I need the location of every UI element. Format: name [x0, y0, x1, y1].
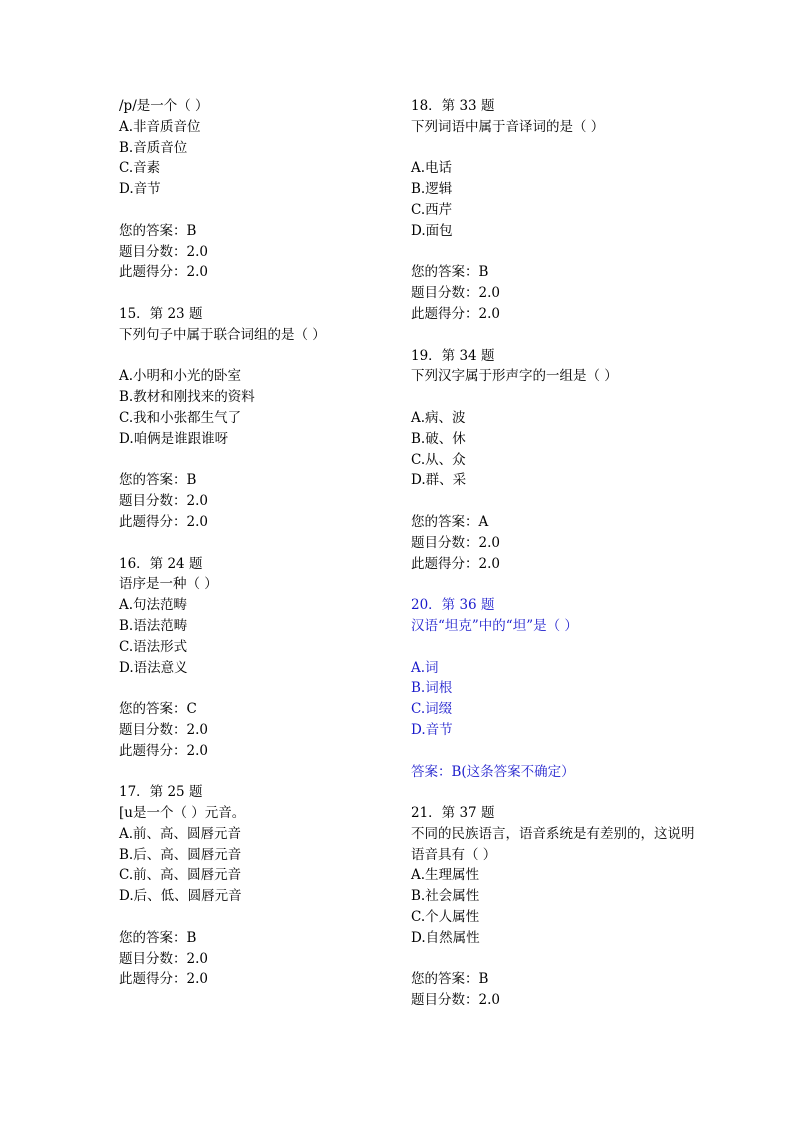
your-answer: 您的答案：C — [119, 701, 197, 718]
question-score: 题目分数：2.0 — [119, 243, 208, 260]
option-a: A.小明和小光的卧室 — [119, 368, 242, 385]
your-answer: 您的答案：B — [119, 929, 197, 946]
question-score: 题目分数：2.0 — [411, 285, 500, 302]
question-text: /p/是一个（ ） — [119, 98, 209, 114]
option-a: A.句法范畴 — [119, 597, 188, 614]
option-a: A.词 — [411, 659, 439, 676]
question-header: 21．第 37 题 — [411, 805, 495, 822]
question-header: 15．第 23 题 — [119, 305, 203, 322]
your-answer: 您的答案：B — [411, 264, 489, 281]
option-b: B.社会属性 — [411, 888, 480, 905]
option-d: D.面包 — [411, 222, 453, 239]
option-a: A.非音质音位 — [119, 118, 201, 135]
question-block-15 — [119, 304, 389, 554]
earned-score: 此题得分：2.0 — [411, 305, 500, 322]
question-block-17 — [119, 782, 389, 990]
question-text: [u是一个（ ）元音。 — [119, 805, 246, 822]
question-header: 17．第 25 题 — [119, 784, 203, 801]
your-answer: 您的答案：B — [411, 971, 489, 988]
question-text: 下列词语中属于音译词的是（ ） — [411, 118, 605, 135]
question-header: 19．第 34 题 — [411, 347, 495, 364]
answer-uncertain: 答案：B(这条答案不确定） — [411, 763, 575, 780]
question-score: 题目分数：2.0 — [119, 950, 208, 967]
option-a: A.前、高、圆唇元音 — [119, 825, 242, 842]
option-b: B.词根 — [411, 680, 453, 697]
option-d: D.咱俩是谁跟谁呀 — [119, 430, 229, 447]
option-a: A.生理属性 — [411, 867, 480, 884]
your-answer: 您的答案：B — [119, 222, 197, 239]
option-b: B.逻辑 — [411, 181, 453, 198]
question-header: 18．第 33 题 — [411, 98, 495, 114]
option-a: A.病、波 — [411, 409, 466, 426]
question-text: 下列汉字属于形声字的一组是（ ） — [411, 368, 618, 385]
earned-score: 此题得分：2.0 — [119, 742, 208, 759]
question-block-20 — [411, 595, 701, 803]
question-text: 下列句子中属于联合词组的是（ ） — [119, 326, 326, 343]
question-text: 不同的民族语言，语音系统是有差别的，这说明语音具有（ ） — [411, 825, 695, 863]
question-block-18 — [411, 96, 701, 346]
option-c: C.音素 — [119, 160, 161, 177]
option-d: D.音节 — [411, 721, 453, 738]
option-c: C.西芹 — [411, 201, 453, 218]
question-block-16 — [119, 554, 389, 783]
option-b: B.音质音位 — [119, 139, 188, 156]
question-score: 题目分数：2.0 — [411, 992, 500, 1009]
question-text: 语序是一种（ ） — [119, 576, 218, 593]
earned-score: 此题得分：2.0 — [119, 971, 208, 988]
earned-score: 此题得分：2.0 — [119, 264, 208, 281]
option-d: D.自然属性 — [411, 929, 480, 946]
option-b: B.后、高、圆唇元音 — [119, 846, 242, 863]
question-block-21 — [411, 803, 701, 1011]
your-answer: 您的答案：A — [411, 513, 489, 530]
question-header: 16．第 24 题 — [119, 555, 203, 572]
question-block-19 — [411, 346, 701, 596]
option-c: C.从、众 — [411, 451, 466, 468]
question-score: 题目分数：2.0 — [119, 493, 208, 510]
earned-score: 此题得分：2.0 — [119, 513, 208, 530]
your-answer: 您的答案：B — [119, 472, 197, 489]
option-d: D.音节 — [119, 181, 161, 198]
question-header: 20．第 36 题 — [411, 597, 495, 614]
option-c: C.个人属性 — [411, 909, 480, 926]
option-c: C.前、高、圆唇元音 — [119, 867, 242, 884]
option-d: D.后、低、圆唇元音 — [119, 888, 242, 905]
option-b: B.破、休 — [411, 430, 466, 447]
option-b: B.教材和刚找来的资料 — [119, 389, 255, 406]
option-c: C.词缀 — [411, 701, 453, 718]
option-b: B.语法范畴 — [119, 617, 188, 634]
question-score: 题目分数：2.0 — [119, 721, 208, 738]
option-a: A.电话 — [411, 160, 453, 177]
option-c: C.我和小张都生气了 — [119, 409, 242, 426]
option-d: D.群、采 — [411, 472, 467, 489]
question-block-14 — [119, 96, 389, 304]
earned-score: 此题得分：2.0 — [411, 555, 500, 572]
question-score: 题目分数：2.0 — [411, 534, 500, 551]
option-d: D.语法意义 — [119, 659, 188, 676]
left-column — [119, 96, 389, 990]
option-c: C.语法形式 — [119, 638, 188, 655]
question-text: 汉语“坦克”中的“坦”是（ ） — [411, 617, 578, 634]
right-column — [411, 96, 701, 1011]
